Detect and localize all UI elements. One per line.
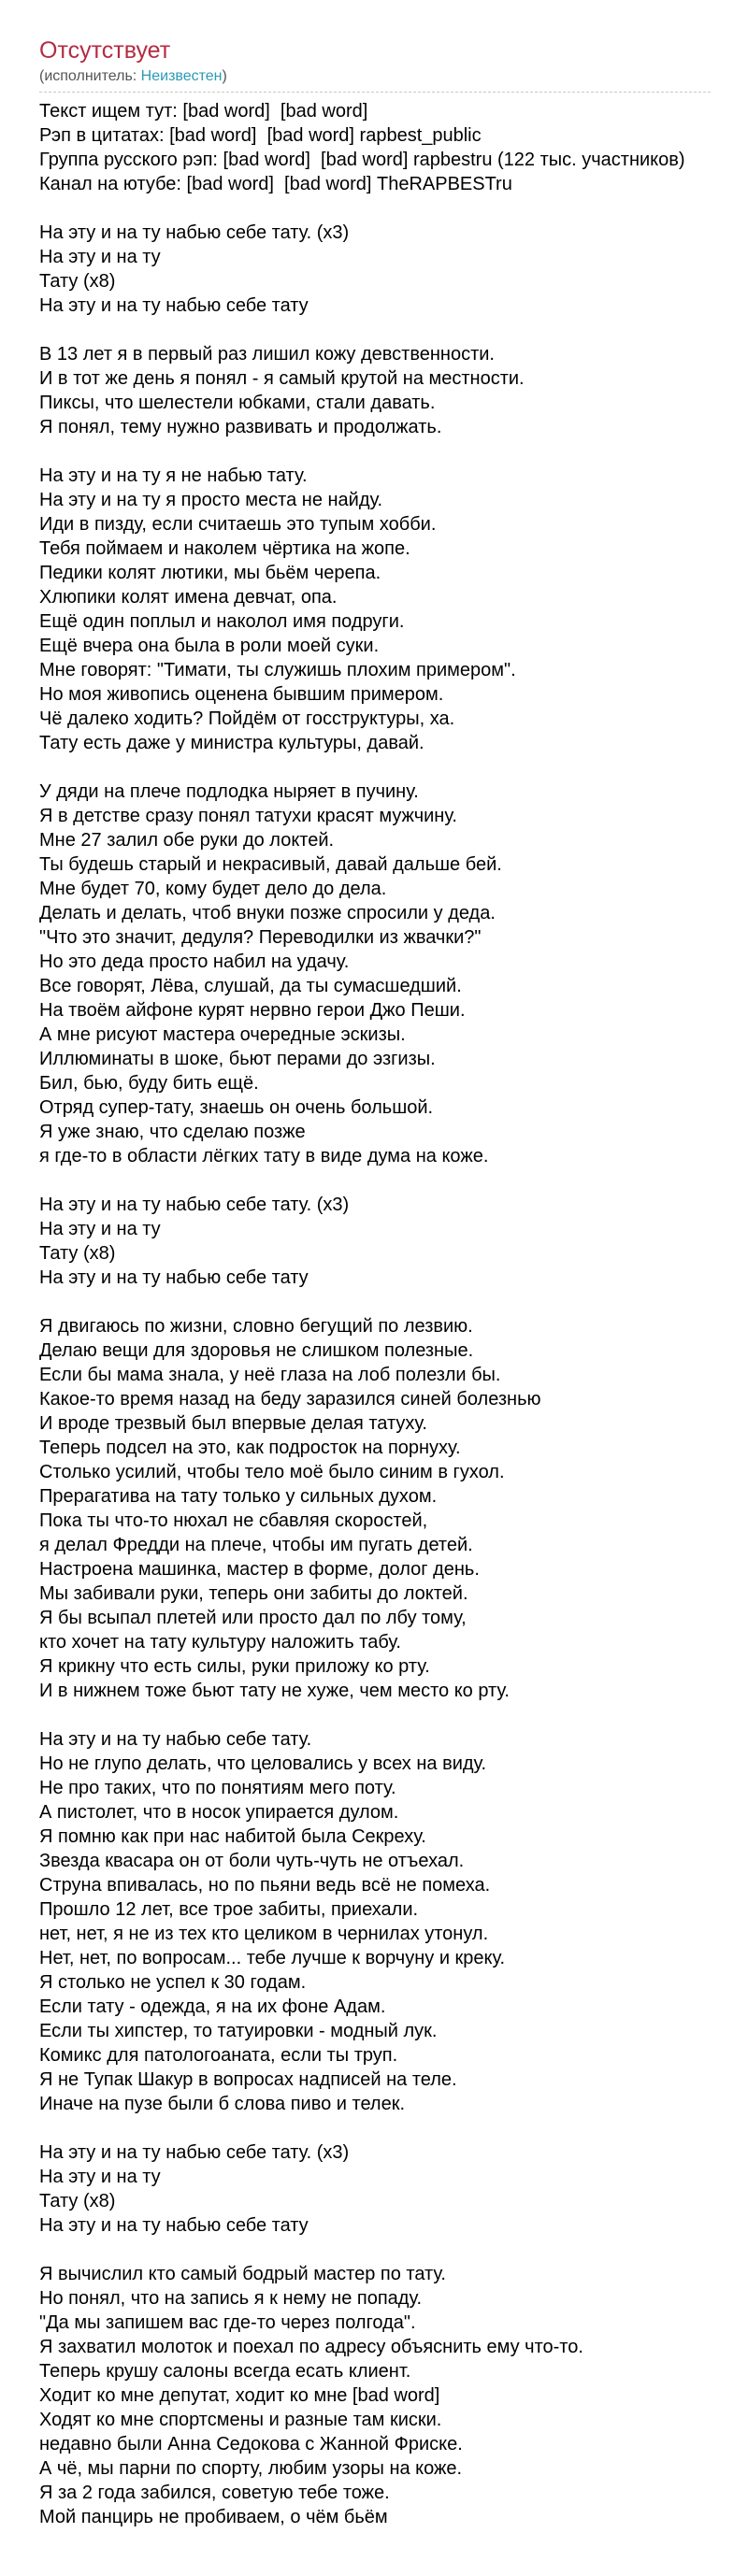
lyrics-line: Рэп в цитатах: [bad word] [bad word] rapbest_public bbox=[39, 125, 482, 146]
lyrics-line: Текст ищем тут: [bad word] [bad word] bbox=[39, 101, 368, 122]
lyrics-line: Если ты хипстер, то татуировки - модный лук. bbox=[39, 2021, 438, 2041]
lyrics-line: Чё далеко ходить? Пойдём от госструктуры, ха. bbox=[39, 708, 455, 729]
lyrics-blank-line bbox=[39, 2238, 711, 2262]
lyrics-blank-line bbox=[39, 1703, 711, 1727]
lyrics-line: Делаю вещи для здоровья не слишком полезные. bbox=[39, 1340, 474, 1361]
lyrics-line: Нет, нет, по вопросам... тебе лучше к ворчуну и креку. bbox=[39, 1948, 506, 1968]
lyrics-line: У дяди на плече подлодка ныряет в пучину. bbox=[39, 781, 419, 802]
lyrics-line: Если бы мама знала, у неё глаза на лоб полезли бы. bbox=[39, 1365, 501, 1385]
lyrics-line: Тату есть даже у министра культуры, давай. bbox=[39, 733, 424, 753]
lyrics-line: Теперь подсел на это, как подросток на порнуху. bbox=[39, 1438, 461, 1458]
lyrics-line: Я двигаюсь по жизни, словно бегущий по лезвию. bbox=[39, 1316, 473, 1337]
lyrics-text bbox=[39, 99, 711, 2529]
lyrics-line: Я столько не успел к 30 годам. bbox=[39, 1972, 307, 1993]
lyrics-line: Отряд супер-тату, знаешь он очень большой. bbox=[39, 1097, 434, 1118]
lyrics-line: Комикс для патологоаната, если ты труп. bbox=[39, 2045, 398, 2066]
lyrics-line: Ты будешь старый и некрасивый, давай дальше бей. bbox=[39, 854, 502, 875]
header-divider bbox=[39, 92, 711, 93]
lyrics-line: Ходят ко мне спортсмены и разные там киски. bbox=[39, 2410, 442, 2430]
lyrics-line: я где-то в области лёгких тату в виде дума на коже. bbox=[39, 1146, 489, 1166]
lyrics-line: Я крикну что есть силы, руки приложу ко рту. bbox=[39, 1656, 430, 1677]
lyrics-line: На эту и на ту набью себе тату. bbox=[39, 1729, 312, 1750]
lyrics-line: Мой панцирь не пробиваем, о чём бьём bbox=[39, 2507, 388, 2527]
lyrics-line: Все говорят, Лёва, слушай, да ты сумасшедший. bbox=[39, 976, 462, 996]
lyrics-line: На эту и на ту bbox=[39, 1219, 161, 1239]
lyrics-line: Мне говорят: "Тимати, ты служишь плохим примером". bbox=[39, 660, 516, 680]
lyrics-line: На эту и на ту я просто места не найду. bbox=[39, 490, 383, 510]
lyrics-line: На эту и на ту набью себе тату bbox=[39, 295, 309, 316]
lyrics-line: Я не Тупак Шакур в вопросах надписей на теле. bbox=[39, 2069, 457, 2090]
lyrics-line: Но моя живопись оценена бывшим примером. bbox=[39, 684, 444, 705]
lyrics-line: Теперь крушу салоны всегда есать клиент. bbox=[39, 2361, 411, 2382]
lyrics-line: Но не глупо делать, что целовались у всех на виду. bbox=[39, 1753, 487, 1774]
lyrics-blank-line bbox=[39, 755, 711, 780]
performer-prefix: (исполнитель: bbox=[39, 68, 141, 84]
lyrics-line: Прошло 12 лет, все трое забиты, приехали. bbox=[39, 1899, 419, 1920]
lyrics-line: А мне рисуют мастера очередные эскизы. bbox=[39, 1024, 406, 1045]
lyrics-line: Иди в пизду, если считаешь это тупым хобби. bbox=[39, 514, 437, 535]
lyrics-line: Но понял, что на запись я к нему не попаду. bbox=[39, 2288, 423, 2309]
lyrics-line: На эту и на ту набью себе тату. (x3) bbox=[39, 1195, 350, 1215]
lyrics-blank-line bbox=[39, 318, 711, 342]
lyrics-line: Я в детстве сразу понял татухи красят мужчину. bbox=[39, 806, 457, 826]
lyrics-line: Мне 27 залил обе руки до локтей. bbox=[39, 830, 335, 851]
lyrics-line: Я бы всыпал плетей или просто дал по лбу тому, bbox=[39, 1608, 467, 1628]
lyrics-line: Пиксы, что шелестели юбками, стали давать. bbox=[39, 393, 436, 413]
lyrics-line: На твоём айфоне курят нервно герои Джо Пеши. bbox=[39, 1000, 466, 1021]
lyrics-line: На эту и на ту bbox=[39, 247, 161, 267]
lyrics-line: "Да мы запишем вас где-то через полгода". bbox=[39, 2312, 416, 2333]
lyrics-line: На эту и на ту набью себе тату bbox=[39, 2215, 309, 2236]
lyrics-line: Ходит ко мне депутат, ходит ко мне [bad word] bbox=[39, 2385, 440, 2406]
lyrics-line: Звезда квасара он от боли чуть-чуть не отъехал. bbox=[39, 1851, 465, 1871]
lyrics-line: Я уже знаю, что сделаю позже bbox=[39, 1122, 306, 1142]
lyrics-line: И вроде трезвый был впервые делая татуху. bbox=[39, 1413, 427, 1434]
lyrics-line: Канал на ютубе: [bad word] [bad word] TheRAPBESTru bbox=[39, 174, 512, 194]
lyrics-line: Не про таких, что по понятиям мего поту. bbox=[39, 1778, 396, 1798]
lyrics-line: Если тату - одежда, я на их фоне Адам. bbox=[39, 1996, 386, 2017]
lyrics-line: Я захватил молоток и поехал по адресу объяснить ему что-то. bbox=[39, 2337, 583, 2357]
lyrics-line: На эту и на ту набью себе тату. (x3) bbox=[39, 2142, 350, 2163]
lyrics-line: Тату (x8) bbox=[39, 1243, 116, 1264]
lyrics-line: Струна впивалась, но по пьяни ведь всё не помеха. bbox=[39, 1875, 491, 1896]
lyrics-blank-line bbox=[39, 1168, 711, 1193]
lyrics-line: А чё, мы парни по спорту, любим узоры на коже. bbox=[39, 2458, 463, 2479]
lyrics-line: Ещё вчера она была в роли моей суки. bbox=[39, 636, 380, 656]
lyrics-line: Настроена машинка, мастер в форме, долог день. bbox=[39, 1559, 480, 1580]
lyrics-line: Ещё один поплыл и наколол имя подруги. bbox=[39, 611, 405, 632]
lyrics-line: В 13 лет я в первый раз лишил кожу девственности. bbox=[39, 344, 495, 365]
lyrics-line: На эту и на ту набью себе тату. (x3) bbox=[39, 222, 350, 243]
lyrics-line: Тебя поймаем и наколем чёртика на жопе. bbox=[39, 538, 410, 559]
lyrics-line: недавно были Анна Седокова с Жанной Фриске. bbox=[39, 2434, 463, 2454]
lyrics-line: нет, нет, я не из тех кто целиком в чернилах утонул. bbox=[39, 1924, 489, 1944]
lyrics-line: И в нижнем тоже бьют тату не хуже, чем место ко рту. bbox=[39, 1681, 510, 1701]
lyrics-blank-line bbox=[39, 439, 711, 464]
lyrics-line: Столько усилий, чтобы тело моё было синим в гухол. bbox=[39, 1462, 505, 1482]
lyrics-line: И в тот же день я понял - я самый крутой на местности. bbox=[39, 368, 525, 389]
lyrics-line: Группа русского рэп: [bad word] [bad word] rapbestru (122 тыс. участников) bbox=[39, 150, 685, 170]
lyrics-line: Я помню как при нас набитой была Секреху. bbox=[39, 1826, 426, 1847]
performer-line bbox=[39, 67, 711, 86]
lyrics-line: Тату (x8) bbox=[39, 271, 116, 292]
performer-suffix: ) bbox=[222, 68, 227, 84]
lyrics-line: Я понял, тему нужно развивать и продолжать. bbox=[39, 417, 442, 437]
lyrics-blank-line bbox=[39, 2116, 711, 2140]
lyrics-line: Иначе на пузе были б слова пиво и телек. bbox=[39, 2094, 406, 2114]
lyrics-line: На эту и на ту набью себе тату bbox=[39, 1267, 309, 1288]
lyrics-line: Делать и делать, чтоб внуки позже спросили у деда. bbox=[39, 903, 496, 923]
lyrics-line: Я вычислил кто самый бодрый мастер по тату. bbox=[39, 2264, 446, 2284]
lyrics-line: Бил, бью, буду бить ещё. bbox=[39, 1073, 259, 1094]
lyrics-line: Мне будет 70, кому будет дело до дела. bbox=[39, 879, 387, 899]
lyrics-line: "Что это значит, дедуля? Переводилки из жвачки?" bbox=[39, 927, 482, 948]
lyrics-blank-line bbox=[39, 1290, 711, 1314]
lyrics-line: Хлюпики колят имена девчат, опа. bbox=[39, 587, 338, 608]
lyrics-line: Какое-то время назад на беду заразился синей болезнью bbox=[39, 1389, 541, 1410]
lyrics-line: я делал Фредди на плече, чтобы им пугать детей. bbox=[39, 1535, 473, 1555]
lyrics-line: Прерагатива на тату только у сильных духом. bbox=[39, 1486, 438, 1507]
performer-link[interactable]: Неизвестен bbox=[140, 68, 223, 84]
lyrics-line: На эту и на ту bbox=[39, 2167, 161, 2187]
lyrics-line: Пока ты что-то нюхал не сбавляя скоростей, bbox=[39, 1510, 428, 1531]
lyrics-line: Педики колят лютики, мы бьём черепа. bbox=[39, 563, 381, 583]
lyrics-line: А пистолет, что в носок упирается дулом. bbox=[39, 1802, 399, 1823]
lyrics-line: Я за 2 года забился, советую тебе тоже. bbox=[39, 2483, 390, 2503]
lyrics-line: На эту и на ту я не набью тату. bbox=[39, 465, 308, 486]
lyrics-line: Иллюминаты в шоке, бьют перами до эзгизы. bbox=[39, 1049, 436, 1069]
lyrics-line: Но это деда просто набил на удачу. bbox=[39, 952, 350, 972]
lyrics-line: Тату (x8) bbox=[39, 2191, 116, 2211]
song-title: Отсутствует bbox=[39, 37, 171, 64]
lyrics-line: кто хочет на тату культуру наложить табу. bbox=[39, 1632, 401, 1653]
lyrics-blank-line bbox=[39, 196, 711, 221]
lyrics-line: Мы забивали руки, теперь они забиты до локтей. bbox=[39, 1583, 468, 1604]
